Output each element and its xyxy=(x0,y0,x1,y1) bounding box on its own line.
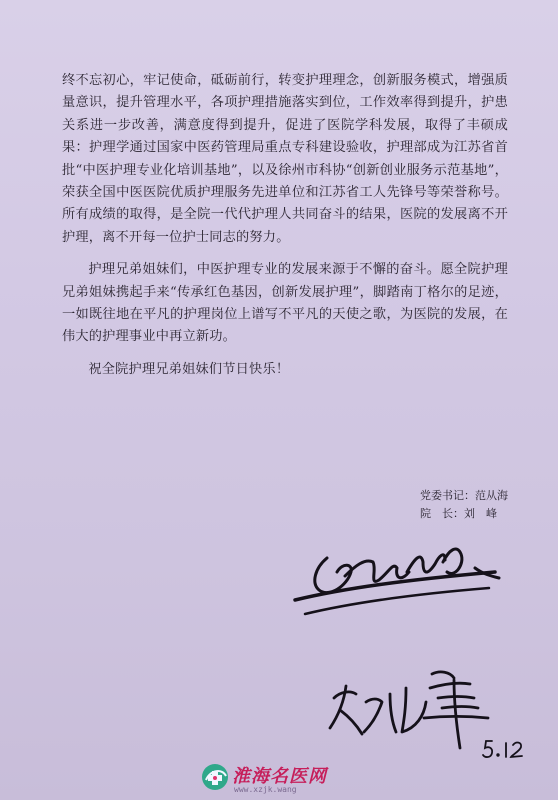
party-secretary-line: 党委书记：范从海 xyxy=(420,489,508,502)
signatory-block xyxy=(420,487,508,523)
paragraph-2: 护理兄弟姐妹们，中医护理专业的发展来源于不懈的奋斗。愿全院护理兄弟姐妹携起手来“传承红色基因，创新发展护理”，脚踏南丁格尔的足迹，一如既往地在平凡的护理岗位上谱写不平凡的天使之歌，为医院的发展，在伟大的护理事业中再立新功。 xyxy=(62,262,508,345)
watermark-site-name: 淮海名医网 xyxy=(232,766,327,787)
president-line: 院 长：刘 峰 xyxy=(420,507,497,520)
paragraph-1: 终不忘初心，牢记使命，砥砺前行，转变护理理念，创新服务模式，增强质量意识，提升管理水平，各项护理措施落实到位，工作效率得到提升，护患关系进一步改善，满意度得到提升，促进了医院学科发展，取得了丰硕成果：护理学通过国家中医药管理局重点专科建设验收，护理部成为江苏省首批“中医护理专业化培训基地”，以及徐州市科协“创新创业服务示范基地”，荣获全国中医医院优质护理服务先进单位和江苏省工人先锋号等荣誉称号。所有成绩的取得，是全院一代代护理人共同奋斗的结果，医院的发展离不开护理，离不开每一位护士同志的努力。 xyxy=(62,73,508,245)
handwritten-date xyxy=(480,735,540,765)
medical-cross-icon xyxy=(200,762,230,792)
watermark-logo xyxy=(200,760,360,798)
watermark-url: www.xzjk.wang xyxy=(234,785,297,794)
handwritten-signature-1 xyxy=(285,528,505,628)
letter-body xyxy=(62,70,508,381)
paragraph-3: 祝全院护理兄弟姐妹们节日快乐！ xyxy=(88,361,290,377)
